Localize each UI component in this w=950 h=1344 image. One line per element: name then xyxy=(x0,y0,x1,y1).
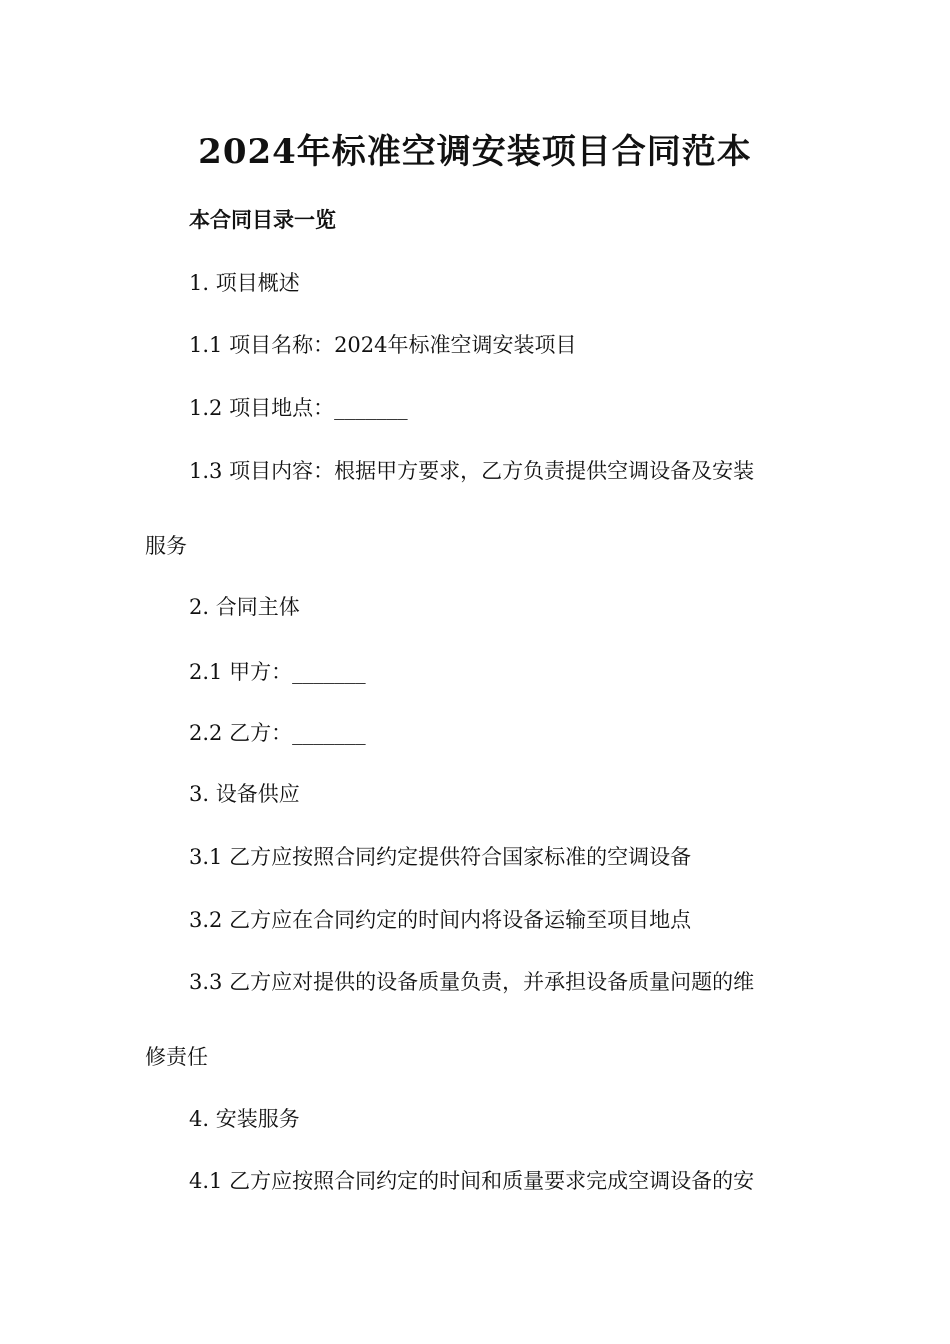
clause-3-1: 3.1 乙方应按照合同约定提供符合国家标准的空调设备 xyxy=(189,845,692,869)
clause-4-1: 4.1 乙方应按照合同约定的时间和质量要求完成空调设备的安 xyxy=(189,1169,755,1193)
clause-2-1: 2.1 甲方：_______ xyxy=(189,660,366,684)
clause-3-2: 3.2 乙方应在合同约定的时间内将设备运输至项目地点 xyxy=(189,908,692,932)
section-heading-1: 1. 项目概述 xyxy=(189,271,300,295)
clause-1-3: 1.3 项目内容：根据甲方要求，乙方负责提供空调设备及安装 xyxy=(189,459,755,483)
clause-1-2: 1.2 项目地点：_______ xyxy=(189,396,408,420)
section-heading-2: 2. 合同主体 xyxy=(189,595,300,619)
clause-2-2: 2.2 乙方：_______ xyxy=(189,721,366,745)
section-heading-3: 3. 设备供应 xyxy=(189,782,300,806)
clause-1-1: 1.1 项目名称：2024年标准空调安装项目 xyxy=(189,333,577,357)
clause-1-3-continued: 服务 xyxy=(145,534,187,558)
toc-heading: 本合同目录一览 xyxy=(189,207,336,232)
clause-3-3-continued: 修责任 xyxy=(145,1045,208,1069)
clause-3-3: 3.3 乙方应对提供的设备质量负责，并承担设备质量问题的维 xyxy=(189,970,755,994)
section-heading-4: 4. 安装服务 xyxy=(189,1107,300,1131)
document-title: 2024年标准空调安装项目合同范本 xyxy=(198,132,752,172)
